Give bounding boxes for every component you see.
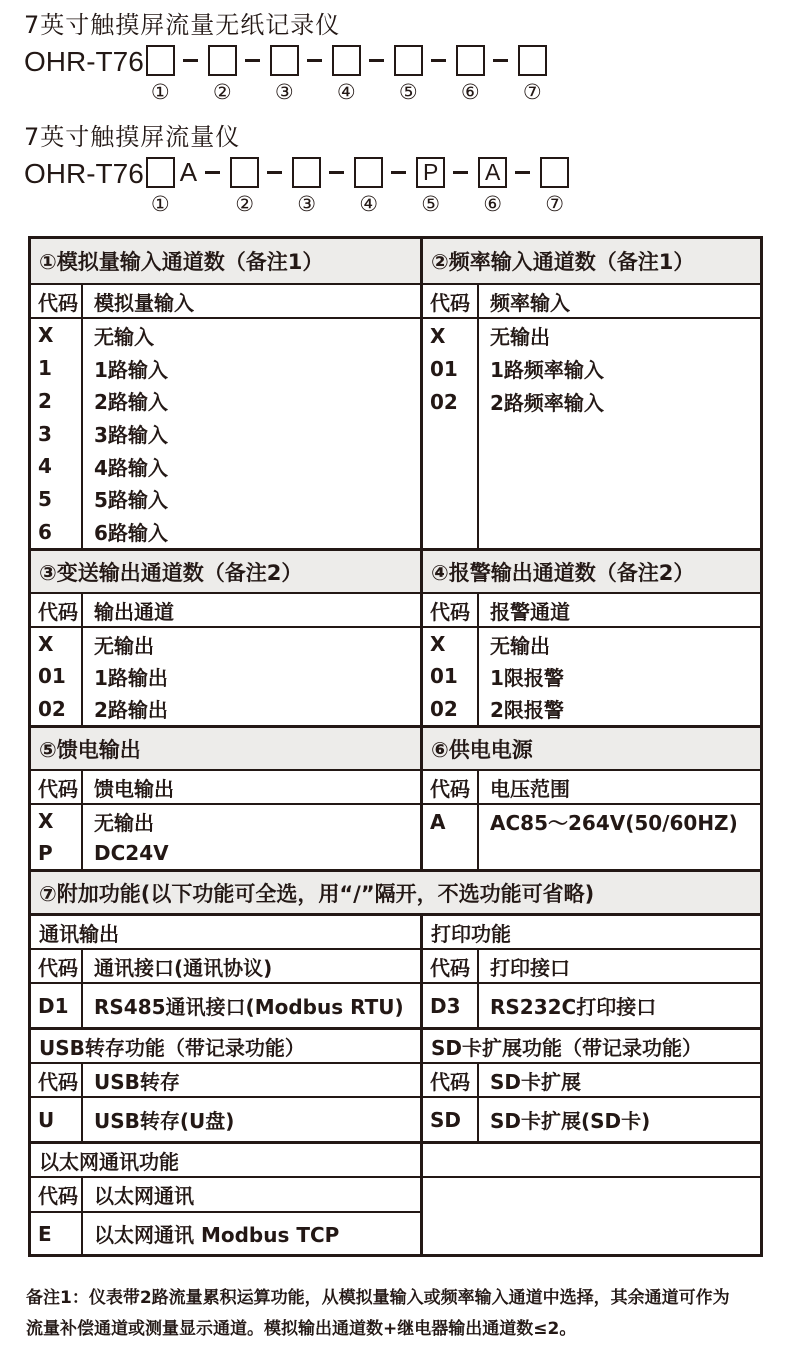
desc-cell: 输出通道 xyxy=(94,599,174,624)
section-header: ⑥供电电源 xyxy=(420,728,760,769)
desc-cell: 1路输出 xyxy=(94,665,168,690)
code-cell: 代码 xyxy=(423,1064,479,1096)
product-title: 7英寸触摸屏流量无纸记录仪 xyxy=(24,11,341,39)
table-band xyxy=(31,803,760,869)
group-header: 通讯输出 xyxy=(39,921,119,946)
table-band xyxy=(31,626,760,725)
model-code-box xyxy=(332,45,361,76)
desc-cell: 2限报警 xyxy=(490,698,564,723)
model-code-box xyxy=(230,157,259,188)
table-body-half xyxy=(420,319,760,548)
table-row-half xyxy=(31,1211,420,1254)
model-dash xyxy=(431,59,446,62)
table-band xyxy=(31,317,760,548)
code-cell: 02 xyxy=(430,696,458,721)
section-header: ④报警输出通道数（备注2） xyxy=(420,551,760,592)
model-dash xyxy=(515,171,530,174)
section-header: ①模拟量输入通道数（备注1） xyxy=(31,239,420,283)
table-band xyxy=(31,1141,760,1176)
model-dash xyxy=(391,171,406,174)
code-cell: 代码 xyxy=(423,771,479,803)
code-column xyxy=(423,805,479,869)
code-cell: 代码 xyxy=(31,285,83,317)
table-row-half xyxy=(420,1064,760,1096)
model-segment xyxy=(146,45,175,104)
desc-cell: SD卡扩展(SD卡) xyxy=(490,1109,651,1133)
table-band xyxy=(31,982,760,1027)
desc-cell: 5路输入 xyxy=(94,488,168,513)
model-code-box xyxy=(292,157,321,188)
model-dash xyxy=(329,171,344,174)
desc-cell: 2路频率输入 xyxy=(490,391,604,415)
table-band xyxy=(31,592,760,626)
model-prefix: OHR-T76 xyxy=(24,158,144,189)
code-cell: 代码 xyxy=(31,1178,83,1211)
table-row-half xyxy=(420,594,760,626)
code-column xyxy=(423,319,479,548)
footnote-line-1: 备注1：仪表带2路流量累积运算功能，从模拟量输入或频率输入通道中选择，其余通道可作为 xyxy=(26,1288,730,1308)
table-band xyxy=(31,1062,760,1096)
model-segment xyxy=(146,157,197,216)
table-band xyxy=(31,1176,760,1254)
table-row-half xyxy=(31,1064,420,1096)
table-body-half xyxy=(31,628,420,725)
product-block-flowmeter xyxy=(24,122,790,216)
table-band xyxy=(31,1096,760,1141)
desc-cell: SD卡扩展 xyxy=(490,1069,582,1094)
model-segment xyxy=(270,45,299,104)
desc-cell: 3路输入 xyxy=(94,423,168,448)
table-band xyxy=(31,869,760,913)
code-cell: 01 xyxy=(430,356,458,381)
code-cell: 代码 xyxy=(423,950,479,982)
code-cell: 02 xyxy=(430,389,458,414)
desc-column xyxy=(83,628,420,725)
model-segment xyxy=(540,157,569,216)
model-dash xyxy=(183,59,198,62)
table-body-half xyxy=(31,805,420,869)
desc-cell: 打印接口 xyxy=(490,955,570,980)
desc-cell: USB转存(U盘) xyxy=(94,1109,235,1133)
desc-column xyxy=(479,628,760,725)
section-header: ②频率输入通道数（备注1） xyxy=(420,239,760,283)
model-code-box: A xyxy=(478,157,507,188)
model-dash xyxy=(369,59,384,62)
desc-column xyxy=(83,805,420,869)
model-segment xyxy=(292,157,321,216)
table-band xyxy=(31,1027,760,1062)
model-dash xyxy=(493,59,508,62)
model-code-box xyxy=(456,45,485,76)
code-cell: X xyxy=(38,323,54,348)
desc-cell: 无输出 xyxy=(94,810,154,835)
desc-cell: 以太网通讯 xyxy=(94,1184,194,1208)
empty-cell xyxy=(420,1178,760,1254)
table-row-half xyxy=(31,1178,420,1211)
code-cell: 代码 xyxy=(31,1064,83,1096)
model-segment xyxy=(208,45,237,104)
group-header: SD卡扩展功能（带记录功能） xyxy=(420,1030,760,1062)
table-body-half xyxy=(420,805,760,869)
code-cell: X xyxy=(430,323,446,348)
circled-number: ⑥ xyxy=(460,80,480,104)
desc-cell: 1路输入 xyxy=(94,357,168,382)
desc-cell: 无输出 xyxy=(94,633,154,658)
code-cell: 6 xyxy=(38,519,52,544)
table-row-half xyxy=(420,1098,760,1141)
table-band xyxy=(31,948,760,982)
model-code-box xyxy=(394,45,423,76)
model-code-box xyxy=(540,157,569,188)
circled-number: ⑦ xyxy=(522,80,542,104)
model-suffix-letter: A xyxy=(179,157,198,187)
model-code-box xyxy=(518,45,547,76)
desc-cell: 报警通道 xyxy=(490,599,570,624)
table-row-half xyxy=(31,285,420,317)
desc-cell: 2路输出 xyxy=(94,698,168,723)
model-dash xyxy=(205,171,220,174)
code-cell: 2 xyxy=(38,388,52,413)
desc-cell: 1路频率输入 xyxy=(490,358,604,382)
circled-number: ⑤ xyxy=(398,80,418,104)
desc-cell: 1限报警 xyxy=(490,665,564,690)
desc-cell: 6路输入 xyxy=(94,521,168,546)
group-header: 打印功能 xyxy=(420,916,760,948)
code-cell: E xyxy=(31,1213,83,1254)
model-segment xyxy=(332,45,361,104)
circled-number: ⑦ xyxy=(545,192,565,216)
group-header xyxy=(420,1144,760,1176)
section-header: ③变送输出通道数（备注2） xyxy=(31,551,420,592)
table-band xyxy=(31,548,760,592)
desc-cell: RS485通讯接口(Modbus RTU) xyxy=(94,995,404,1019)
code-column xyxy=(423,628,479,725)
code-cell: 代码 xyxy=(31,594,83,626)
selection-table xyxy=(28,236,763,1257)
desc-cell: USB转存 xyxy=(94,1069,180,1094)
desc-cell: 4路输入 xyxy=(94,455,168,480)
group-header: USB转存功能（带记录功能） xyxy=(39,1035,305,1060)
table-row-half xyxy=(31,594,420,626)
model-segment xyxy=(518,45,547,104)
footnote-line-2: 流量补偿通道或测量显示通道。模拟输出通道数+继电器输出通道数≤2。 xyxy=(26,1319,577,1340)
code-cell: 02 xyxy=(38,696,66,721)
code-cell: 代码 xyxy=(31,771,83,803)
model-code-box xyxy=(208,45,237,76)
desc-column xyxy=(479,805,760,869)
code-cell: 4 xyxy=(38,454,52,479)
desc-cell: DC24V xyxy=(94,841,169,865)
code-cell: SD xyxy=(423,1098,479,1141)
footnote xyxy=(26,1283,758,1346)
table-body-half xyxy=(31,1178,420,1254)
model-code-box xyxy=(146,45,175,76)
circled-number: ④ xyxy=(336,80,356,104)
circled-number: ③ xyxy=(297,192,317,216)
desc-cell: 模拟量输入 xyxy=(94,290,194,315)
model-dash xyxy=(245,59,260,62)
table-band xyxy=(31,725,760,769)
code-column xyxy=(31,628,83,725)
circled-number: ⑥ xyxy=(483,192,503,216)
table-row-half xyxy=(420,950,760,982)
model-segment xyxy=(354,157,383,216)
code-cell: X xyxy=(38,809,54,833)
model-code-box xyxy=(270,45,299,76)
table-band xyxy=(31,913,760,948)
model-code-box xyxy=(354,157,383,188)
desc-cell: AC85～264V(50/60HZ) xyxy=(490,811,738,835)
code-cell: X xyxy=(430,632,446,657)
model-code-line xyxy=(24,45,790,104)
table-row-half xyxy=(31,984,420,1027)
table-row-half xyxy=(420,285,760,317)
model-dash xyxy=(267,171,282,174)
circled-number: ① xyxy=(150,80,170,104)
model-prefix: OHR-T76 xyxy=(24,46,144,77)
desc-cell: RS232C打印接口 xyxy=(490,995,657,1019)
code-cell: X xyxy=(38,632,54,657)
desc-cell: 无输出 xyxy=(490,325,550,349)
desc-cell: 通讯接口(通讯协议) xyxy=(94,955,273,980)
circled-number: ② xyxy=(212,80,232,104)
table-row-half xyxy=(420,771,760,803)
model-segments xyxy=(144,157,569,216)
model-code-box xyxy=(146,157,175,188)
desc-cell: 2路输入 xyxy=(94,390,168,415)
code-column xyxy=(31,319,83,548)
table-row-half xyxy=(31,1098,420,1141)
table-row-half xyxy=(420,984,760,1027)
circled-number: ⑤ xyxy=(421,192,441,216)
model-code-line xyxy=(24,157,790,216)
code-cell: 01 xyxy=(430,664,458,689)
model-segment xyxy=(230,157,259,216)
desc-cell: 无输出 xyxy=(490,633,550,658)
model-dash xyxy=(453,171,468,174)
circled-number: ③ xyxy=(274,80,294,104)
product-title: 7英寸触摸屏流量仪 xyxy=(24,123,241,151)
table-band xyxy=(31,769,760,803)
code-cell: 01 xyxy=(38,664,66,689)
model-code-box: P xyxy=(416,157,445,188)
code-cell: 代码 xyxy=(423,594,479,626)
code-cell: 代码 xyxy=(423,285,479,317)
model-dash xyxy=(307,59,322,62)
model-segments xyxy=(144,45,547,104)
desc-column xyxy=(83,319,420,548)
model-segment xyxy=(394,45,423,104)
table-body-half xyxy=(420,628,760,725)
table-band xyxy=(31,239,760,283)
circled-number: ② xyxy=(235,192,255,216)
code-column xyxy=(31,805,83,869)
code-cell: 代码 xyxy=(31,950,83,982)
table-row-half xyxy=(31,771,420,803)
code-cell: 1 xyxy=(38,356,52,381)
desc-cell: 无输入 xyxy=(94,324,154,349)
code-cell: 5 xyxy=(38,486,52,511)
desc-cell: 以太网通讯 Modbus TCP xyxy=(94,1223,340,1247)
circled-number: ④ xyxy=(359,192,379,216)
code-cell: U xyxy=(31,1098,83,1141)
desc-cell: 频率输入 xyxy=(490,290,570,315)
code-cell: 3 xyxy=(38,421,52,446)
model-segment xyxy=(478,157,507,216)
section-header: ⑤馈电输出 xyxy=(31,728,420,769)
code-cell: D1 xyxy=(31,984,83,1027)
table-row-half xyxy=(31,950,420,982)
model-segment xyxy=(456,45,485,104)
section-header: ⑦附加功能(以下功能可全选，用“/”隔开，不选功能可省略) xyxy=(31,872,760,913)
product-block-recorder xyxy=(24,10,790,104)
desc-column xyxy=(479,319,760,548)
model-segment xyxy=(416,157,445,216)
code-cell: A xyxy=(430,809,446,834)
desc-cell: 电压范围 xyxy=(490,776,570,801)
group-header: 以太网通讯功能 xyxy=(39,1149,179,1174)
circled-number: ① xyxy=(150,192,170,216)
table-body-half xyxy=(31,319,420,548)
code-cell: P xyxy=(38,841,53,865)
table-band xyxy=(31,283,760,317)
code-cell: D3 xyxy=(423,984,479,1027)
desc-cell: 馈电输出 xyxy=(94,776,174,801)
